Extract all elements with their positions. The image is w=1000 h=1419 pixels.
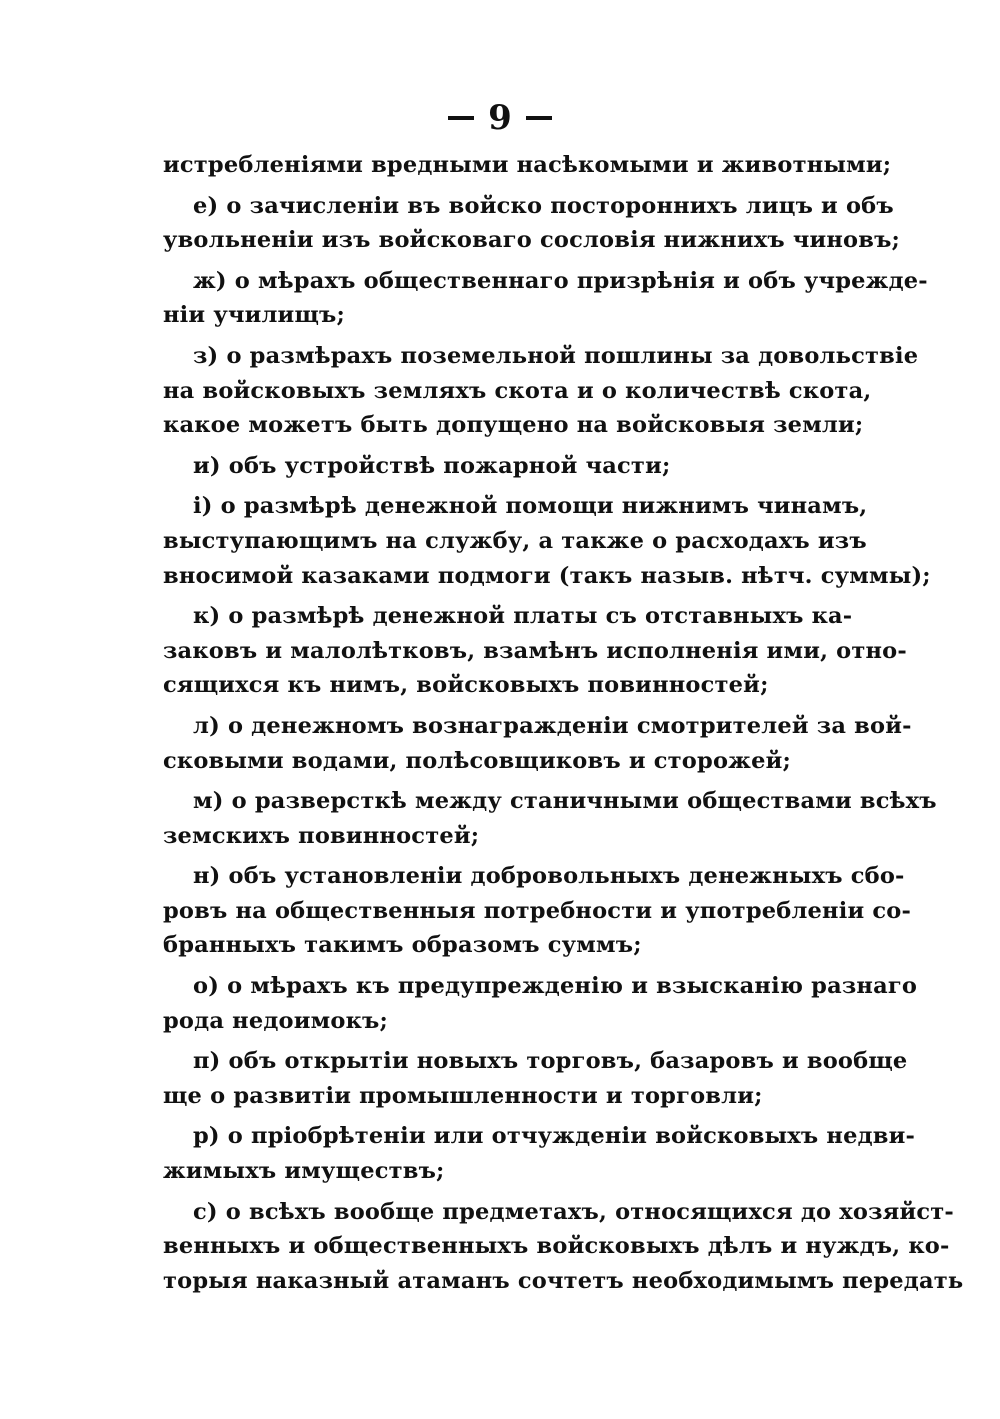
paragraph-r: [163, 1119, 916, 1188]
text-line: бранныхъ такимъ образомъ суммъ;: [163, 932, 642, 959]
text-line: истребленіями вредными насѣкомыми и животными;: [163, 152, 892, 178]
text-line: к) о размѣрѣ денежной платы съ отставныхъ ка-: [193, 603, 853, 630]
text-line: с) о всѣхъ вообще предметахъ, относящихся до хозяйст-: [193, 1198, 954, 1225]
text-line: на войсковыхъ земляхъ скота и о количествѣ скота,: [163, 377, 872, 404]
paragraph-e: [163, 189, 901, 258]
page-number: 9: [488, 98, 512, 138]
text-line: ще о развитіи промышленности и торговли;: [163, 1082, 763, 1109]
paragraph-cont: [163, 148, 892, 183]
paragraph-m: [163, 784, 937, 853]
paragraph-i: [163, 449, 838, 484]
text-line: е) о зачисленіи въ войско постороннихъ лицъ и объ: [193, 192, 894, 219]
text-line: и) объ устройствѣ пожарной части;: [193, 452, 671, 479]
paragraph-k: [163, 599, 907, 703]
paragraph-i-dec: [163, 489, 931, 593]
text-line: ніи училищъ;: [163, 302, 345, 329]
text-line: земскихъ повинностей;: [163, 822, 480, 849]
text-line: р) о пріобрѣтеніи или отчужденіи войсковыхъ недви-: [193, 1123, 916, 1150]
header-dash-left: [448, 116, 474, 120]
header-dash-right: [526, 116, 552, 120]
paragraph-z: [163, 339, 919, 443]
text-line: л) о денежномъ вознагражденіи смотрителей за вой-: [193, 712, 912, 739]
paragraph-zh: [163, 264, 928, 333]
text-line: з) о размѣрахъ поземельной пошлины за довольствіе: [193, 342, 919, 369]
page-header: [0, 98, 1000, 138]
text-line: о) о мѣрахъ къ предупрежденію и взысканію разнаго: [193, 973, 918, 1000]
text-line: увольненіи изъ войсковаго сословія нижнихъ чиновъ;: [163, 227, 901, 254]
text-line: вносимой казаками подмоги (такъ назыв. нѣтч. суммы);: [163, 562, 931, 589]
text-line: м) о разверсткѣ между станичными обществами всѣхъ: [193, 788, 937, 815]
text-line: ровъ на общественныя потребности и употребленіи со-: [163, 897, 912, 924]
document-body: [163, 148, 964, 1304]
text-line: какое можетъ быть допущено на войсковыя земли;: [163, 412, 864, 439]
text-line: жимыхъ имуществъ;: [163, 1158, 445, 1185]
text-line: выступающимъ на службу, а также о расходахъ изъ: [163, 527, 867, 554]
text-line: п) объ открытіи новыхъ торговъ, базаровъ и вообще: [193, 1048, 908, 1075]
text-line: сящихся къ нимъ, войсковыхъ повинностей;: [163, 672, 769, 699]
text-line: н) объ установленіи добровольныхъ денежныхъ сбо-: [193, 863, 905, 890]
paragraph-l: [163, 709, 912, 778]
paragraph-p: [163, 1044, 908, 1113]
text-line: і) о размѣрѣ денежной помощи нижнимъ чинамъ,: [193, 493, 868, 520]
text-line: венныхъ и общественныхъ войсковыхъ дѣлъ и нуждъ, ко-: [163, 1233, 950, 1260]
text-line: сковыми водами, полѣсовщиковъ и сторожей;: [163, 747, 791, 774]
paragraph-s: [163, 1195, 964, 1299]
paragraph-n: [163, 859, 912, 963]
text-line: торыя наказный атаманъ сочтетъ необходимымъ передать: [163, 1267, 964, 1294]
text-line: рода недоимокъ;: [163, 1007, 388, 1034]
text-line: ж) о мѣрахъ общественнаго призрѣнія и объ учрежде-: [193, 267, 928, 294]
paragraph-o: [163, 969, 918, 1038]
text-line: заковъ и малолѣтковъ, взамѣнъ исполненія ими, отно-: [163, 637, 907, 664]
